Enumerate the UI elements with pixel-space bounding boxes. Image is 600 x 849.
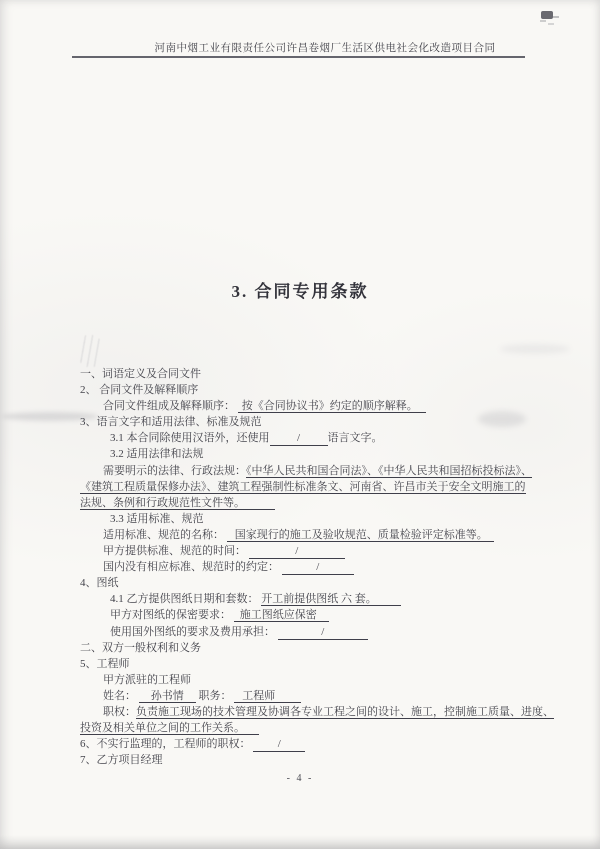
contract-line xyxy=(80,430,560,446)
scan-smudge xyxy=(78,335,102,367)
contract-line xyxy=(80,543,560,559)
filled-in-blank: 按《合同协议书》约定的顺序解释。 xyxy=(238,400,426,413)
line-text: 甲方派驻的工程师 xyxy=(103,673,191,686)
line-text: 一、词语定义及合同文件 xyxy=(80,368,201,380)
contract-line xyxy=(80,479,560,495)
filled-in-blank: 工程师 xyxy=(234,690,301,703)
contract-line xyxy=(80,752,560,768)
line-text: 3.2 适用法律和法规 xyxy=(110,448,204,461)
contract-line xyxy=(80,688,560,704)
filled-in-blank: 国家现行的施工及验收规范、质量检验评定标准等。 xyxy=(227,529,494,542)
contract-line xyxy=(80,656,560,672)
contract-line xyxy=(80,591,560,607)
contract-line xyxy=(80,736,560,752)
line-text: 甲方对图纸的保密要求： xyxy=(110,609,234,622)
line-text: 合同文件组成及解释顺序： xyxy=(103,400,238,413)
contract-clauses xyxy=(80,366,560,768)
contract-line xyxy=(80,607,560,623)
filled-in-blank: 施工图纸应保密 xyxy=(234,609,329,622)
contract-line xyxy=(80,398,560,414)
line-text: 3.1 本合同除使用汉语外，还使用 xyxy=(110,432,270,445)
filled-in-blank: 开工前提供图纸 六 套。 xyxy=(261,593,401,606)
filled-in-blank: 孙书情 xyxy=(139,690,196,703)
line-text: 3.3 适用标准、规范 xyxy=(110,512,204,525)
scan-edge-shadow xyxy=(0,835,600,849)
empty-blank-slash: / xyxy=(270,431,328,446)
empty-blank-slash: / xyxy=(282,560,354,575)
line-text: 6、不实行监理的，工程师的职权： xyxy=(80,738,254,751)
contract-line xyxy=(80,672,560,688)
contract-line xyxy=(80,527,560,543)
filled-in-blank: 《建筑工程质量保修办法》、建筑工程强制性标准条文、河南省、许昌市关于安全文明施工的 xyxy=(80,480,526,493)
line-text: 国内没有相应标准、规范时的约定： xyxy=(103,561,282,574)
line-text: 4、图纸 xyxy=(80,577,119,590)
empty-blank-slash: / xyxy=(278,625,368,640)
line-text: 使用国外图纸的要求及费用承担： xyxy=(110,625,278,638)
line-text: 适用标准、规范的名称： xyxy=(103,528,227,541)
contract-line xyxy=(80,414,560,430)
line-text: 4.1 乙方提供图纸日期和套数： xyxy=(110,593,262,606)
line-text: 二、双方一般权利和义务 xyxy=(80,641,201,654)
page-title: 3. 合同专用条款 xyxy=(231,282,369,301)
contract-line xyxy=(80,366,560,382)
contract-line xyxy=(80,495,560,511)
contract-line xyxy=(80,640,560,656)
line-text: 3、语言文字和适用法律、标准及规范 xyxy=(80,416,262,429)
contract-line xyxy=(80,704,560,720)
line-text: 需要明示的法律、行政法规： xyxy=(103,464,246,477)
document-header: 河南中烟工业有限责任公司许昌卷烟厂生活区供电社会化改造项目合同 xyxy=(154,43,496,54)
filled-in-blank: 投资及相关单位之间的工作关系。 xyxy=(80,722,259,735)
page-number: - 4 - xyxy=(286,773,314,784)
empty-blank-slash: / xyxy=(249,544,345,559)
scan-ink-blot xyxy=(541,11,553,19)
line-text: 甲方提供标准、规范的时间： xyxy=(103,545,249,558)
line-text: 姓名： xyxy=(103,689,139,702)
scan-smudge xyxy=(500,344,570,354)
contract-line xyxy=(80,559,560,575)
contract-line xyxy=(80,446,560,462)
line-text: 5、工程师 xyxy=(80,657,130,670)
line-text: 职务： xyxy=(195,689,235,702)
header-rule xyxy=(72,56,525,58)
filled-in-blank: 《中华人民共和国合同法》、《中华人民共和国招标投标法》、 xyxy=(246,464,532,477)
contract-line xyxy=(80,720,560,736)
contract-line xyxy=(80,463,560,479)
line-text: 语言文字。 xyxy=(327,432,383,445)
line-text: 职权： xyxy=(103,705,136,718)
filled-in-blank: 法规、条例和行政规范性文件等。 xyxy=(80,497,275,510)
contract-line xyxy=(80,624,560,640)
empty-blank-slash: / xyxy=(253,737,305,752)
line-text: 7、乙方项目经理 xyxy=(80,754,163,767)
contract-line xyxy=(80,575,560,591)
contract-line xyxy=(80,511,560,527)
contract-line xyxy=(80,382,560,398)
line-text: 2、 合同文件及解释顺序 xyxy=(80,384,199,397)
filled-in-blank: 负责施工现场的技术管理及协调各专业工程之间的设计、施工，控制施工质量、进度、 xyxy=(136,705,554,718)
